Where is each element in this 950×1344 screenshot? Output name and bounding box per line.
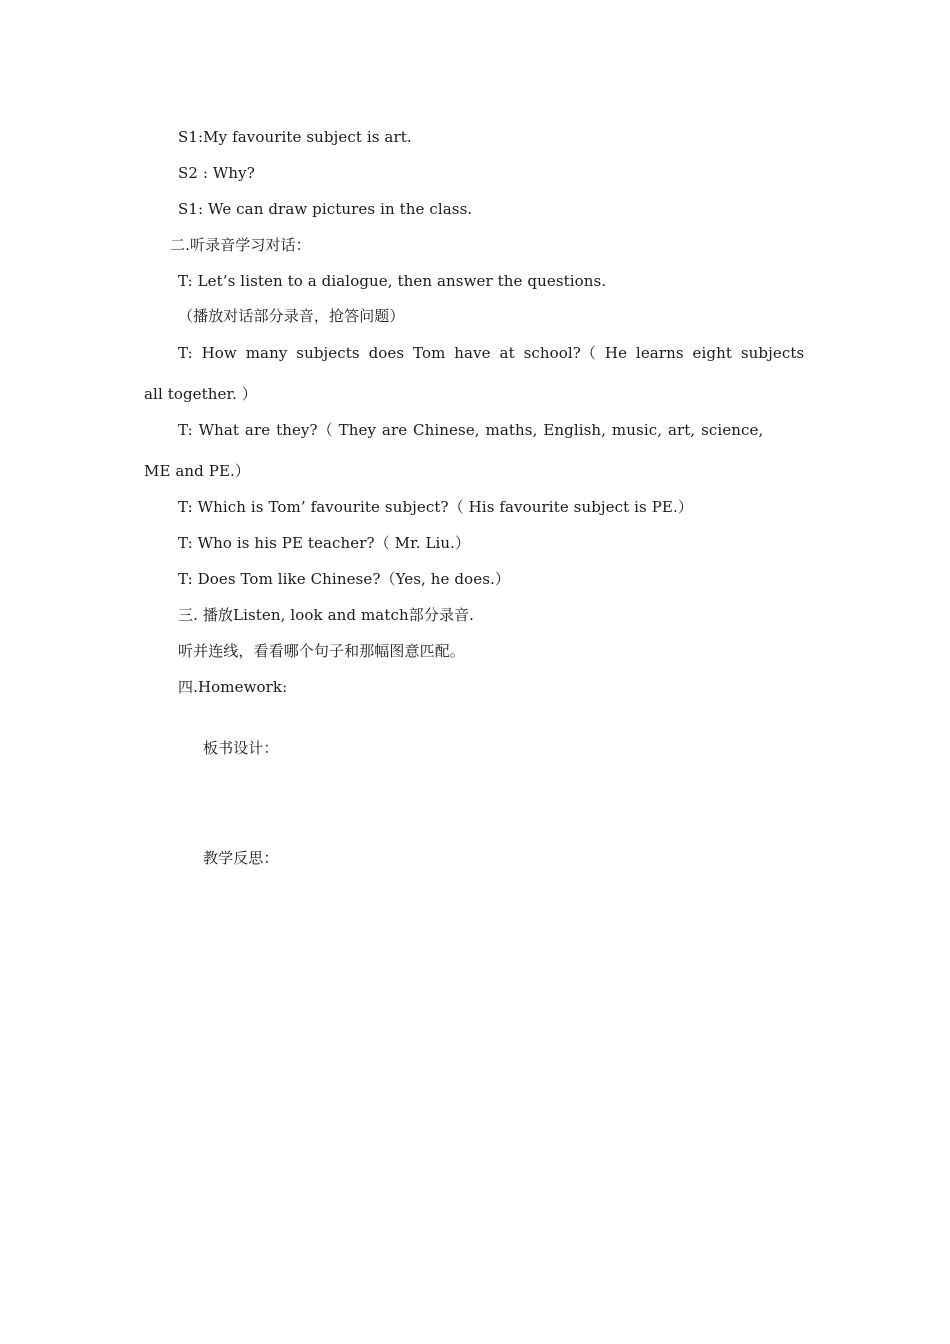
dialogue-line-s1-favourite: S1:My favourite subject is art. <box>178 128 412 146</box>
section-heading-homework: 四.Homework: <box>178 678 288 696</box>
question-how-many-subjects: T: How many subjects does Tom have at school?（ He learns eight subjects <box>178 344 805 362</box>
instruction-match: 听并连线，看看哪个句子和那幅图意匹配。 <box>178 642 465 660</box>
teacher-line-listen: T: Let’s listen to a dialogue, then answer the questions. <box>178 272 607 290</box>
teaching-reflection-label: 教学反思： <box>203 849 279 867</box>
question-how-many-subjects-cont: all together. ） <box>144 385 257 403</box>
question-what-are-they-cont: ME and PE.） <box>144 462 250 480</box>
dialogue-line-s2-why: S2 : Why? <box>178 164 255 182</box>
question-like-chinese: T: Does Tom like Chinese?（Yes, he does.） <box>178 570 510 588</box>
question-favourite-subject: T: Which is Tom’ favourite subject?（ His favourite subject is PE.） <box>178 498 693 516</box>
instruction-play-recording: （播放对话部分录音，抢答问题） <box>178 307 405 325</box>
blackboard-design-label: 板书设计： <box>203 739 279 757</box>
section-heading-listen-dialogue: 二.听录音学习对话： <box>170 236 311 254</box>
question-what-are-they: T: What are they?（ They are Chinese, maths, English, music, art, science, <box>178 421 764 439</box>
question-pe-teacher: T: Who is his PE teacher?（ Mr. Liu.） <box>178 534 471 552</box>
dialogue-line-s1-draw: S1: We can draw pictures in the class. <box>178 200 473 218</box>
section-heading-listen-look-match: 三. 播放Listen, look and match部分录音. <box>178 606 475 624</box>
